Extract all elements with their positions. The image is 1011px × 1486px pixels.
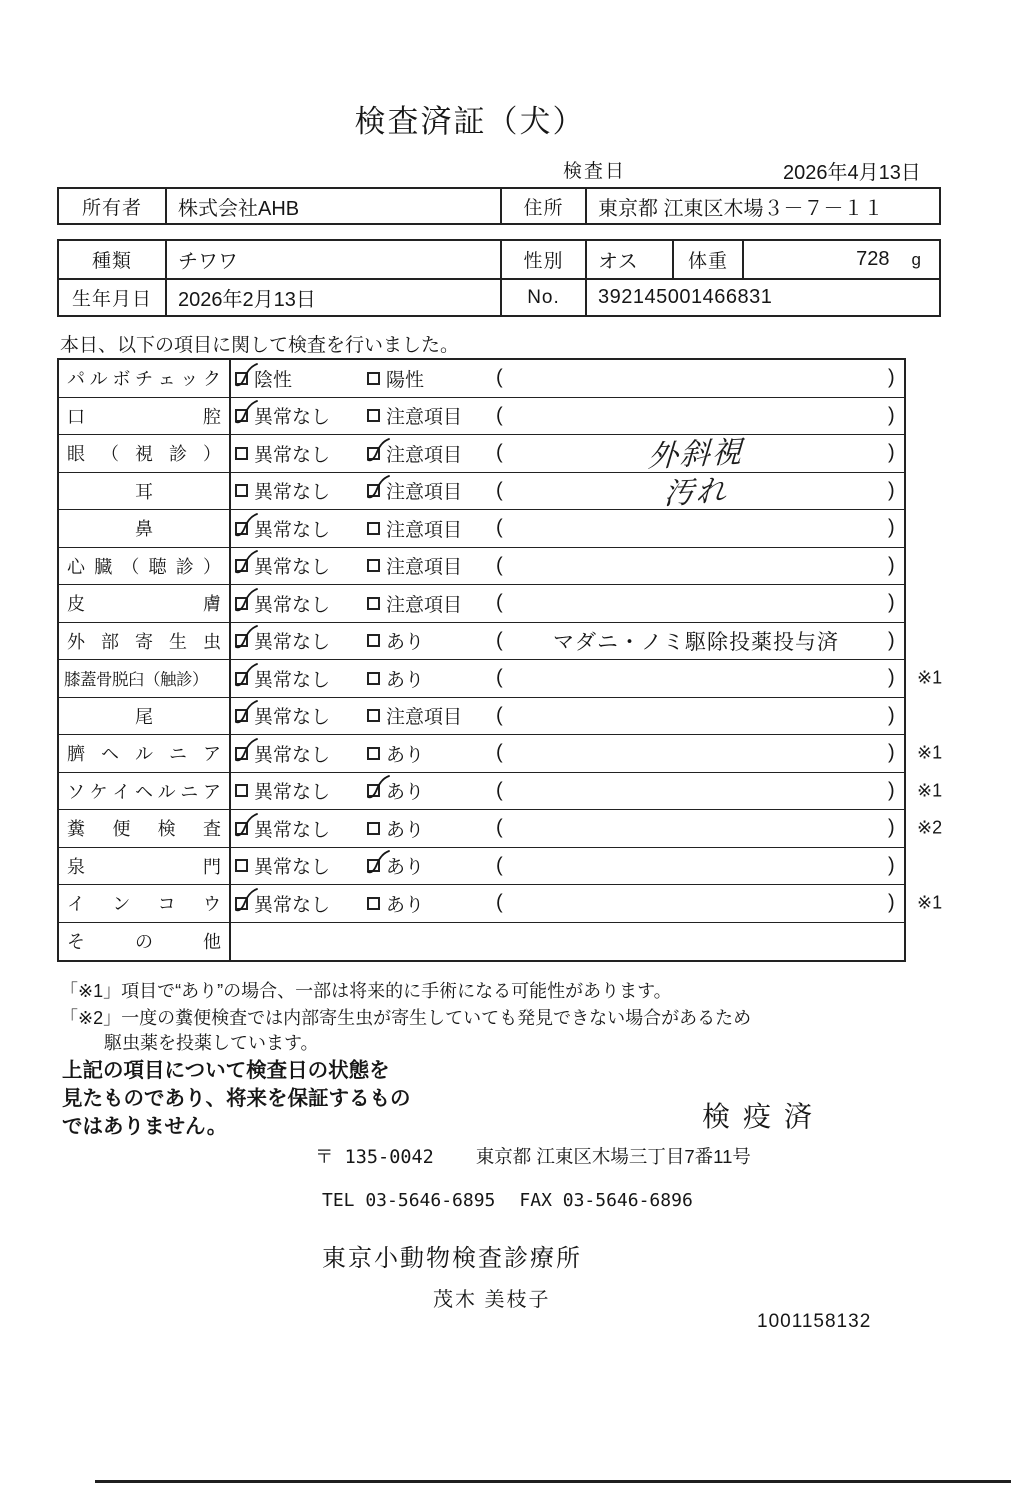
checkbox xyxy=(235,409,248,422)
checkbox xyxy=(235,559,248,572)
handwritten-check-mark xyxy=(233,737,259,763)
checkbox xyxy=(235,597,248,610)
option-label: 異常なし xyxy=(254,557,331,579)
option-2 xyxy=(367,848,424,885)
statement: 本日、以下の項目に関して検査を行いました。 xyxy=(60,335,460,356)
clinic-name: 東京小動物検査診療所 xyxy=(322,1245,582,1272)
paren-close: ) xyxy=(888,441,895,464)
handwritten-check-mark xyxy=(233,699,259,725)
item-name: ソ ケ イ ヘ ル ニ ア xyxy=(59,773,231,810)
paren-close: ) xyxy=(888,404,895,427)
checkbox xyxy=(235,897,248,910)
handwritten-check-mark xyxy=(233,887,259,913)
paren-open: ( xyxy=(496,366,503,389)
footnote-2-continued: 駆虫薬を投薬しています。 xyxy=(104,1033,319,1053)
checkbox xyxy=(367,372,380,385)
checkbox xyxy=(367,484,380,497)
paren-open: ( xyxy=(496,404,503,427)
weight-label: 体重 xyxy=(674,241,744,278)
weight-value xyxy=(744,241,939,278)
paren-open: ( xyxy=(496,441,503,464)
checkbox xyxy=(367,522,380,535)
reference-mark: ※1 xyxy=(917,892,943,913)
option-label: 陽性 xyxy=(386,369,425,391)
breed-value: チワワ xyxy=(167,241,502,278)
checkbox xyxy=(235,822,248,835)
inspection-row xyxy=(59,773,943,811)
checkbox xyxy=(367,897,380,910)
option-label: あり xyxy=(386,744,425,766)
paren-open: ( xyxy=(496,554,503,577)
option-1 xyxy=(235,585,330,622)
remark-note: 汚れ xyxy=(662,474,729,511)
item-name: 耳 xyxy=(59,473,231,510)
option-label: 注意項目 xyxy=(386,482,463,504)
checkbox xyxy=(235,747,248,760)
paren-open: ( xyxy=(496,479,503,502)
fax-number: FAX 03-5646-6896 xyxy=(519,1190,693,1211)
inspection-row xyxy=(59,698,904,736)
checkbox xyxy=(367,597,380,610)
handwritten-check-mark xyxy=(233,587,259,613)
handwritten-check-mark xyxy=(365,437,391,463)
option-2 xyxy=(367,360,424,397)
birthdate-value: 2026年2月13日 xyxy=(167,280,502,315)
paren-close: ) xyxy=(888,891,895,914)
paren-close: ) xyxy=(888,779,895,802)
option-label: あり xyxy=(386,782,425,804)
option-1 xyxy=(235,548,330,585)
paren-open: ( xyxy=(496,591,503,614)
handwritten-check-mark xyxy=(233,624,259,650)
no-label: No. xyxy=(502,280,587,315)
footnote-2: 「※2」一度の糞便検査では内部寄生虫が寄生していても発見できない場合があるため xyxy=(60,1008,752,1028)
clinic-address: 東京都 江東区木場三丁目7番11号 xyxy=(475,1146,751,1167)
paren-close: ) xyxy=(888,366,895,389)
option-1 xyxy=(235,698,330,735)
breed-label: 種類 xyxy=(59,241,167,278)
handwritten-check-mark xyxy=(233,399,259,425)
inspection-row xyxy=(59,585,904,623)
option-2 xyxy=(367,435,462,472)
option-label: 注意項目 xyxy=(386,707,463,729)
item-name: パ ル ボ チ ェ ッ ク xyxy=(59,360,231,397)
checkbox xyxy=(367,409,380,422)
paren-close: ) xyxy=(888,741,895,764)
option-1 xyxy=(235,885,330,922)
option-label: 注意項目 xyxy=(386,557,463,579)
address-label: 住所 xyxy=(502,189,587,223)
option-2 xyxy=(367,585,462,622)
reference-mark: ※1 xyxy=(917,780,943,801)
item-name: 泉 門 xyxy=(59,848,231,885)
disclaimer-line-2: 見たものであり、将来を保証するもの xyxy=(62,1087,411,1110)
option-2 xyxy=(367,698,462,735)
checkbox xyxy=(367,822,380,835)
reference-mark: ※1 xyxy=(917,742,943,763)
item-name: 糞 便 検 査 xyxy=(59,810,231,847)
inspection-row xyxy=(59,360,904,398)
option-1 xyxy=(235,435,330,472)
option-label: 異常なし xyxy=(254,669,331,691)
inspection-row xyxy=(59,473,904,511)
paren-open: ( xyxy=(496,666,503,689)
paren-close: ) xyxy=(888,554,895,577)
handwritten-check-mark xyxy=(233,512,259,538)
item-name: 心 臓 （ 聴 診 ） xyxy=(59,548,231,585)
inspection-row xyxy=(59,735,943,773)
no-value: 392145001466831 xyxy=(598,286,773,308)
inspection-table xyxy=(57,358,943,962)
paren-close: ) xyxy=(888,704,895,727)
item-name: 鼻 xyxy=(59,510,231,547)
paren-open: ( xyxy=(496,629,503,652)
checkbox xyxy=(367,672,380,685)
owner-value: 株式会社AHB xyxy=(167,189,502,223)
serial-number: 1001158132 xyxy=(757,1311,872,1332)
option-label: あり xyxy=(386,669,425,691)
inspection-row xyxy=(59,548,904,586)
checkbox xyxy=(235,672,248,685)
option-label: 異常なし xyxy=(254,744,331,766)
disclaimer xyxy=(62,1057,411,1141)
paren-close: ) xyxy=(888,816,895,839)
inspection-date-label: 検査日 xyxy=(563,161,627,182)
checkbox xyxy=(235,784,248,797)
option-1 xyxy=(235,473,330,510)
item-name: そ の 他 xyxy=(59,923,231,961)
disclaimer-line-1: 上記の項目について検査日の状態を xyxy=(62,1059,390,1082)
option-label: 異常なし xyxy=(254,594,331,616)
option-label: 異常なし xyxy=(254,782,331,804)
option-2 xyxy=(367,885,424,922)
paren-open: ( xyxy=(496,854,503,877)
owner-label: 所有者 xyxy=(59,189,167,223)
paren-open: ( xyxy=(496,891,503,914)
option-1 xyxy=(235,510,330,547)
option-label: 異常なし xyxy=(254,444,331,466)
postal-address-line xyxy=(315,1143,751,1169)
checkbox xyxy=(235,484,248,497)
checkbox xyxy=(367,747,380,760)
option-label: あり xyxy=(386,894,425,916)
item-name: 臍 ヘ ル ニ ア xyxy=(59,735,231,772)
option-label: あり xyxy=(386,632,425,654)
document-title: 検査済証（犬） xyxy=(354,104,586,139)
tel-fax-line xyxy=(322,1190,693,1211)
option-1 xyxy=(235,623,330,660)
paren-open: ( xyxy=(496,816,503,839)
paren-open: ( xyxy=(496,741,503,764)
remark-note: 外斜視 xyxy=(647,435,745,475)
option-label: 注意項目 xyxy=(386,594,463,616)
option-label: 異常なし xyxy=(254,482,331,504)
inspection-row xyxy=(59,810,943,848)
paren-close: ) xyxy=(888,629,895,652)
checkbox xyxy=(235,634,248,647)
handwritten-check-mark xyxy=(365,849,391,875)
paren-close: ) xyxy=(888,479,895,502)
inspection-row xyxy=(59,885,943,923)
handwritten-check-mark xyxy=(233,362,259,388)
option-label: 異常なし xyxy=(254,707,331,729)
option-2 xyxy=(367,473,462,510)
reference-mark: ※2 xyxy=(917,817,943,838)
birthdate-label: 生年月日 xyxy=(59,280,167,315)
quarantine-passed-stamp: 検疫済 xyxy=(702,1101,826,1132)
paren-close: ) xyxy=(888,854,895,877)
item-name: 膝蓋骨脱臼（触診） xyxy=(59,660,231,697)
option-label: 異常なし xyxy=(254,857,331,879)
tel-number: TEL 03-5646-6895 xyxy=(322,1190,496,1211)
inspection-row xyxy=(59,660,943,698)
owner-table xyxy=(57,187,941,225)
option-label: 異常なし xyxy=(254,819,331,841)
animal-info-row-2 xyxy=(59,278,939,315)
address-value: 東京都 江東区木場３－７－１１ xyxy=(598,197,884,220)
inspection-date-value: 2026年4月13日 xyxy=(783,162,921,184)
checkbox xyxy=(367,709,380,722)
option-2 xyxy=(367,773,424,810)
sex-label: 性別 xyxy=(502,241,587,278)
footnote-1: 「※1」項目で“あり”の場合、一部は将来的に手術になる可能性があります。 xyxy=(60,981,672,1001)
postal-code: 〒 135-0042 xyxy=(315,1147,434,1168)
option-2 xyxy=(367,735,424,772)
option-1 xyxy=(235,735,330,772)
item-name: 口 腔 xyxy=(59,398,231,435)
item-name: 外 部 寄 生 虫 xyxy=(59,623,231,660)
checkbox xyxy=(235,709,248,722)
option-label: 注意項目 xyxy=(386,407,463,429)
item-name: 尾 xyxy=(59,698,231,735)
handwritten-check-mark xyxy=(365,774,391,800)
sex-value: オス xyxy=(587,241,674,278)
inspection-row xyxy=(59,623,904,661)
paren-close: ) xyxy=(888,591,895,614)
inspection-row xyxy=(59,510,904,548)
checkbox xyxy=(367,447,380,460)
option-label: 異常なし xyxy=(254,407,331,429)
option-label: あり xyxy=(386,857,425,879)
option-label: 注意項目 xyxy=(386,444,463,466)
reference-mark: ※1 xyxy=(917,667,943,688)
option-2 xyxy=(367,510,462,547)
disclaimer-line-3: ではありません。 xyxy=(62,1115,228,1138)
checkbox xyxy=(235,859,248,872)
option-label: あり xyxy=(386,819,425,841)
scan-edge-artifact xyxy=(95,1480,1011,1483)
option-label: 注意項目 xyxy=(386,519,463,541)
paren-close: ) xyxy=(888,666,895,689)
option-2 xyxy=(367,660,424,697)
handwritten-check-mark xyxy=(365,474,391,500)
paren-open: ( xyxy=(496,516,503,539)
handwritten-check-mark xyxy=(233,812,259,838)
option-1 xyxy=(235,360,292,397)
checkbox xyxy=(235,447,248,460)
option-1 xyxy=(235,398,330,435)
checkbox xyxy=(367,859,380,872)
inspection-row xyxy=(59,848,904,886)
option-label: 陰性 xyxy=(254,369,293,391)
inspection-row xyxy=(59,923,904,961)
item-name: 眼 （ 視 診 ） xyxy=(59,435,231,472)
item-name: イ ン コ ウ xyxy=(59,885,231,922)
option-label: 異常なし xyxy=(254,632,331,654)
checkbox xyxy=(367,784,380,797)
checkbox xyxy=(367,634,380,647)
checkbox xyxy=(235,372,248,385)
option-1 xyxy=(235,848,330,885)
option-2 xyxy=(367,623,424,660)
option-1 xyxy=(235,773,330,810)
remark-note: マダニ・ノミ駆除投薬投与済 xyxy=(553,630,839,654)
animal-info-row-1 xyxy=(59,241,939,278)
option-label: 異常なし xyxy=(254,519,331,541)
option-label: 異常なし xyxy=(254,894,331,916)
handwritten-check-mark xyxy=(233,662,259,688)
paren-open: ( xyxy=(496,779,503,802)
veterinarian-name: 茂木 美枝子 xyxy=(433,1289,551,1311)
weight-unit: g xyxy=(911,249,921,269)
item-name: 皮 膚 xyxy=(59,585,231,622)
option-1 xyxy=(235,660,330,697)
animal-info-table xyxy=(57,239,941,317)
option-1 xyxy=(235,810,330,847)
handwritten-check-mark xyxy=(233,549,259,575)
option-2 xyxy=(367,810,424,847)
paren-open: ( xyxy=(496,704,503,727)
checkbox xyxy=(235,522,248,535)
weight-number: 728 xyxy=(856,248,890,270)
paren-close: ) xyxy=(888,516,895,539)
checkbox xyxy=(367,559,380,572)
option-2 xyxy=(367,548,462,585)
option-2 xyxy=(367,398,462,435)
